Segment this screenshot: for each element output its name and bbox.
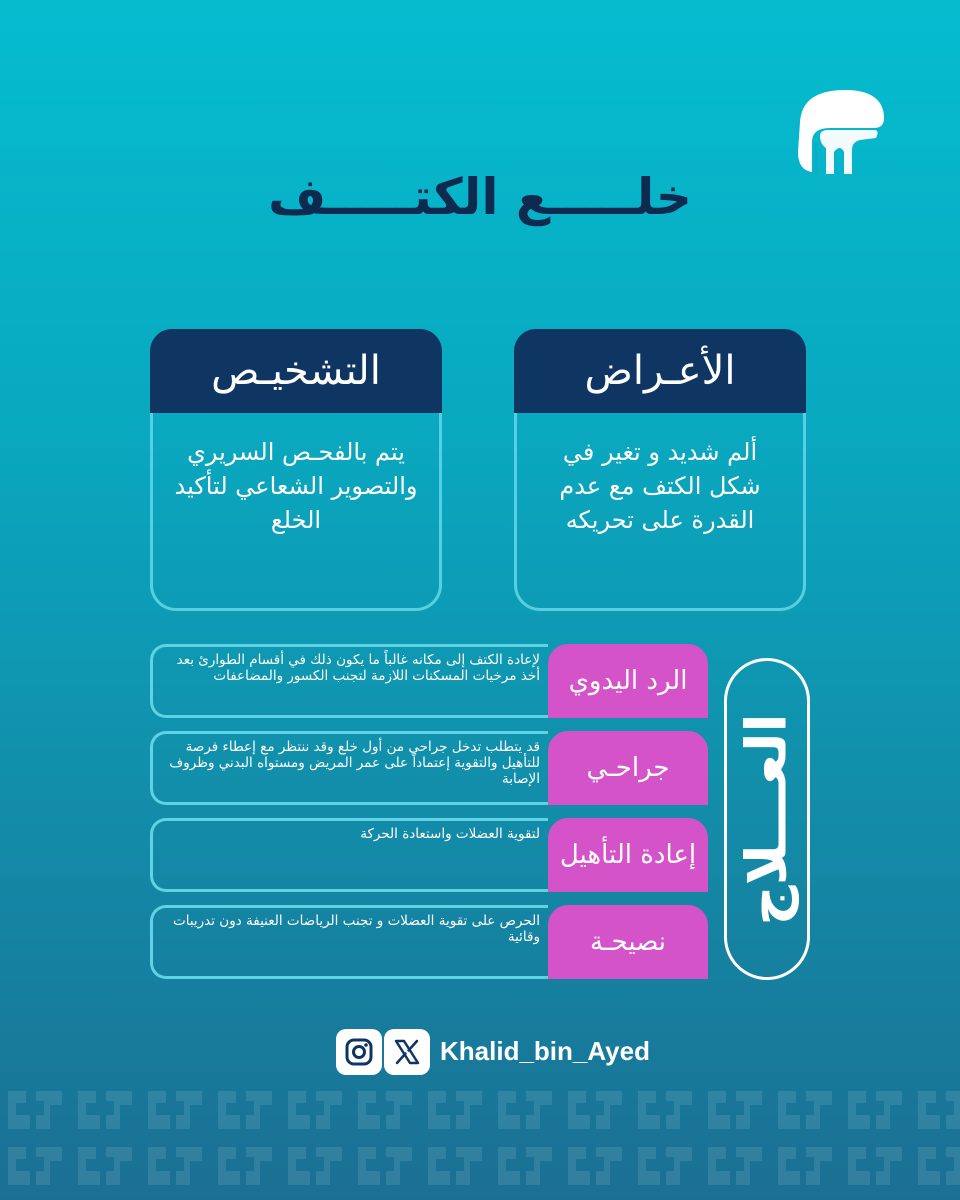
treatment-label-rehab: إعادة التأهيل (548, 818, 708, 892)
treatment-text-rehab: لتقوية العضلات واستعادة الحركة (150, 818, 548, 892)
treatment-frame (724, 658, 810, 980)
brand-logo (790, 82, 890, 178)
treatment-heading: العـــلاج (734, 712, 800, 926)
symptoms-text: ألم شديد و تغير في شكل الكتف مع عدم القدرة على تحريكه (514, 413, 806, 611)
treatment-label-surgical: جراحـي (548, 731, 708, 805)
treatment-text-advice: الحرص على تقوية العضلات و تجنب الرياضات العنيفة دون تدريبات وقائية (150, 905, 548, 979)
treatment-label-advice: نصيحـة (548, 905, 708, 979)
diagnosis-text: يتم بالفحـص السريري والتصوير الشعاعي لتأكيد الخلع (150, 413, 442, 611)
social-handle[interactable]: Khalid_bin_Ayed (440, 1036, 650, 1066)
treatment-label-manual: الرد اليدوي (548, 644, 708, 718)
diagnosis-heading: التشخيـص (150, 329, 442, 413)
page-title: خلـــــع الكتـــــف (268, 168, 692, 226)
treatment-text-manual: لإعادة الكتف إلى مكانه غالباً ما يكون ذلك في أقسام الطوارئ بعد أخذ مرخيات المسكنات اللازمة لتجنب الكسور والمضاعفات (150, 644, 548, 718)
instagram-link[interactable] (336, 1029, 382, 1075)
treatment-text-surgical: قد يتطلب تدخل جراحي من أول خلع وقد ننتظر مع إعطاء فرصة للتأهيل والتقوية إعتماداً على عمر المريض ومستواه البدني وظروف الإصابة (150, 731, 548, 805)
x-icon (393, 1038, 421, 1066)
instagram-icon (344, 1037, 374, 1067)
x-link[interactable] (384, 1029, 430, 1075)
decorative-pattern (0, 1085, 960, 1200)
symptoms-heading: الأعـراض (514, 329, 806, 413)
